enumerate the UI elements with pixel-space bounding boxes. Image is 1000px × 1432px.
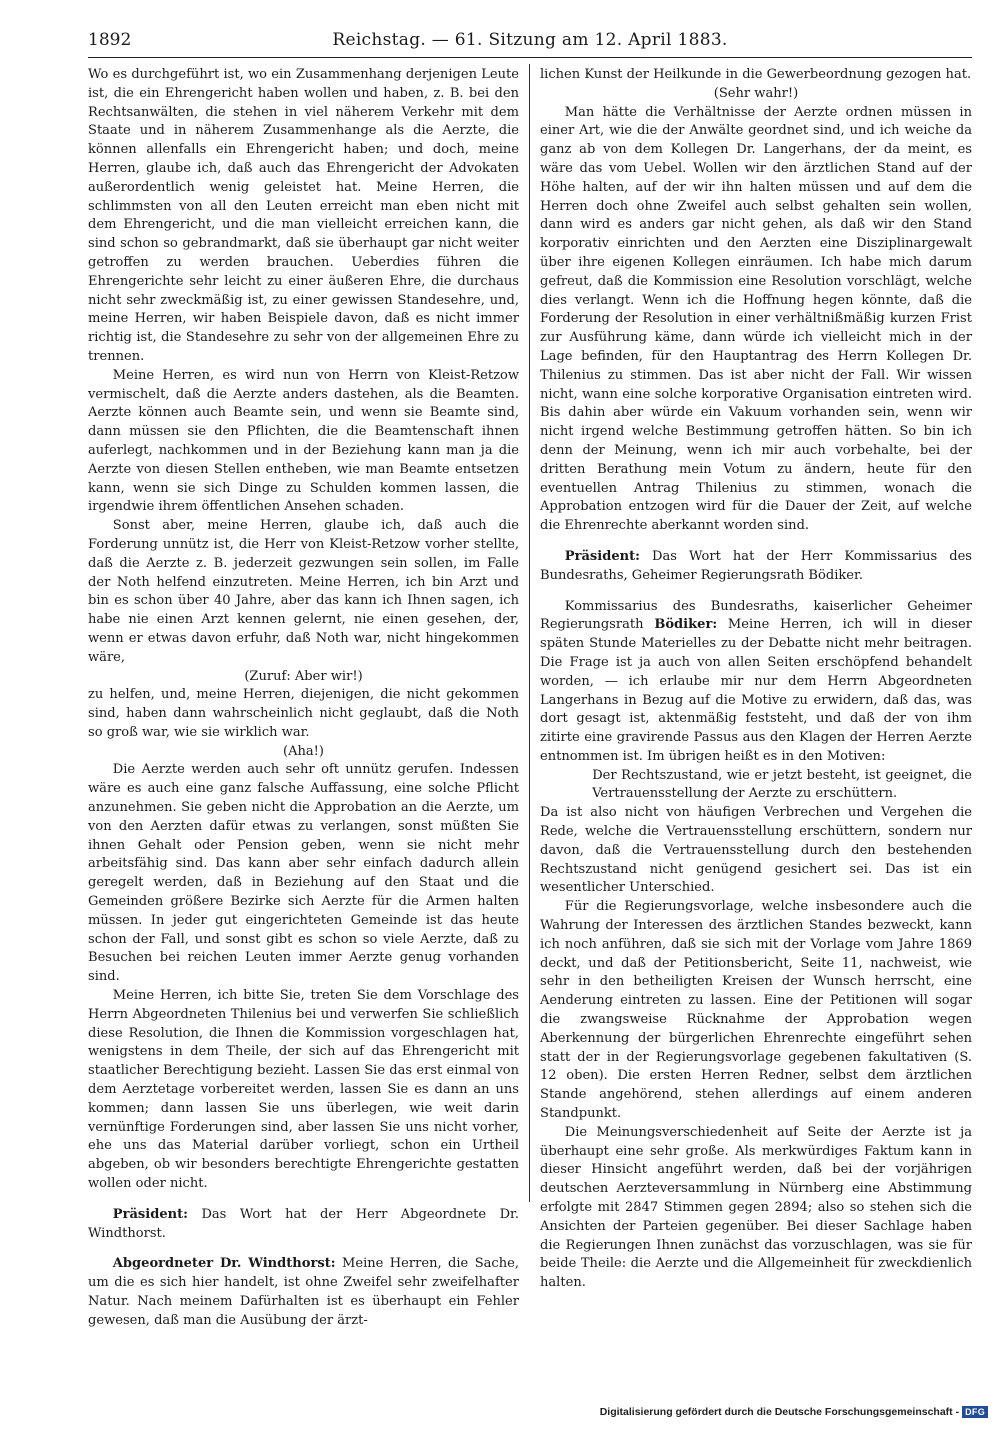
president-statement	[540, 548, 972, 586]
paragraph: Da ist also nicht von häufigen Verbrechen und Vergehen die Rede, welche die Vertrauensstellung erschüttern, sondern nur davon, daß die Vertrauensstellung durch den bestehenden Rechtszustand nicht genügend gesichert sei. Das ist ein wesentlicher Unterschied.	[540, 805, 972, 896]
page-number: 1892	[88, 30, 132, 50]
interjection: (Sehr wahr!)	[713, 85, 799, 101]
digitization-footer	[600, 1404, 988, 1420]
paragraph: Für die Regierungsvorlage, welche insbesondere auch die Wahrung der Interessen des ärztlichen Standes bezweckt, kann ich noch anführen, daß sie sich mit der Vorlage vom Jahre 1869 deckt, und daß der Petitionsbericht, Seite 11, nachweist, wie sehr in den betheiligten Kreisen der Wunsch herrscht, eine Aenderung eintreten zu lassen. Eine der Petitionen will sogar die zwangsweise Rücknahme der Approbation wegen Aberkennung der bürgerlichen Ehrenrechte eingeführt sehen statt der in der Regierungsvorlage gegebenen fakultativen (S. 12 oben). Die ersten Herren Redner, selbst dem ärztlichen Stande angehörend, stehen allerdings auf einem anderen Standpunkt.	[540, 899, 972, 1122]
footer-text: Digitalisierung gefördert durch die Deutsche Forschungsgemeinschaft -	[599, 1406, 960, 1418]
speaker-intro: Kommissarius des Bundesraths, kaiserlicher Geheimer Regierungsrath	[540, 598, 972, 633]
interjection: (Aha!)	[282, 743, 325, 759]
interjection: (Zuruf: Aber wir!)	[244, 668, 363, 684]
paragraph: Sonst aber, meine Herren, glaube ich, daß auch die Forderung unnütz ist, die Herr von Kleist-Retzow vorher stellte, daß die Aerzte z. B. jederzeit gezwungen sein sollen, im Falle der Noth helfend einzutreten. Meine Herren, ich bin Arzt und bin es schon über 40 Jahre, aber das kann ich Ihnen sagen, ich habe nie einen Arzt kennen gelernt, nie einen gesehen, der, wenn er etwas davon erfuhr, daß Noth war, nicht hingekommen wäre,	[88, 518, 519, 665]
right-column	[540, 66, 972, 1293]
speech-text: Meine Herren, ich will in dieser späten Stunde Materielles zu der Debatte nicht mehr beitragen. Die Frage ist ja auch von allen Seiten erschöpfend behandelt worden, — ich erlaube mir nur dem Herrn Abgeordneten Langerhans in Bezug auf die Motive zu erwidern, daß das, was dort gesagt ist, aktenmäßig feststeht, und daß der von ihm zitirte eine gravirende Passus aus den Klagen der Herren Aerzte entnommen ist. Im übrigen heißt es in den Motiven:	[540, 617, 972, 764]
paragraph: Die Aerzte werden auch sehr oft unnütz gerufen. Indessen wäre es auch eine ganz falsche Auffassung, eine solche Pflicht anzunehmen. Sie geben nicht die Approbation an die Aerzte, um von den Aerzten dafür etwas zu verlangen, sonst müßten Sie ihnen Gehalt oder Pension geben, wenn sie nicht mehr arbeitsfähig sind. Das kann aber sehr einfach dadurch allein geregelt werden, daß in Beziehung auf den Staat und die Gemeinden größere Bezirke sich Aerzte für die Armen halten müssen. In jeder gut eingerichteten Gemeinde ist das heute schon der Fall, und sonst gibt es schon so viele Aerzte, daß zu Besuchen bei reichen Leuten immer Aerzte genug vorhanden sind.	[88, 762, 519, 985]
president-statement	[88, 1206, 519, 1244]
left-column	[88, 66, 519, 1331]
paragraph: lichen Kunst der Heilkunde in die Gewerbeordnung gezogen hat.	[540, 67, 972, 82]
paragraph: zu helfen, und, meine Herren, diejenigen, die nicht gekommen sind, haben dann wahrscheinlich nicht geglaubt, daß die Noth so groß war, wie sie wirklich war.	[88, 687, 519, 740]
speech-text: Meine Herren, die Sache, um die es sich hier handelt, ist ohne Zweifel sehr zweifelhafter Natur. Nach meinem Dafürhalten ist es überhaupt ein Fehler gewesen, daß man die Ausübung der ärzt-	[88, 1256, 519, 1328]
statement-text: Das Wort hat der Herr Abgeordnete Dr. Windthorst.	[88, 1206, 519, 1241]
statement-text: Das Wort hat der Herr Kommissarius des Bundesraths, Geheimer Regierungsrath Bödiker.	[540, 548, 972, 583]
speaker-label: Abgeordneter Dr. Windthorst:	[112, 1256, 336, 1272]
running-title: Reichstag. — 61. Sitzung am 12. April 1883.	[332, 30, 728, 50]
paragraph: Die Meinungsverschiedenheit auf Seite der Aerzte ist ja überhaupt eine sehr große. Als merkwürdiges Faktum kann in dieser Hinsicht angeführt werden, daß bei der vorjährigen deutschen Aerzteversammlung in Nürnberg eine Abstimmung erfolgte mit 2847 Stimmen gegen 2894; also so stehen sich die Ansichten der Parteien gegenüber. Bei dieser Sachlage haben die Regierungen Ihnen zunächst das vorzuschlagen, was sie für beide Theile: die Aerzte und die Allgemeinheit für zweckdienlich halten.	[540, 1124, 972, 1291]
page-header	[88, 30, 972, 56]
dfg-logo: DFG	[962, 1406, 988, 1418]
header-rule	[88, 57, 972, 58]
speaker-label: Präsident:	[112, 1206, 188, 1222]
speaker-label: Bödiker:	[654, 617, 718, 633]
quotation: Der Rechtszustand, wie er jetzt besteht, ist geeignet, die Vertrauensstellung der Aerzte zu erschüttern.	[592, 767, 972, 802]
paragraph: Man hätte die Verhältnisse der Aerzte ordnen müssen in einer Art, wie die der Anwälte geordnet sind, und ich weiche da ganz ab von dem Kollegen Dr. Langerhans, der da meint, es wäre das vom Uebel. Wollen wir den ärztlichen Stand auf der Höhe halten, auf der wir ihn halten müssen und auf dem die Herren doch ohne Zweifel auch selbst gehalten sein wollen, dann wird es anders gar nicht gehen, als daß wir den Stand korporativ einrichten und den Aerzten eine Disziplinargewalt über ihre eigenen Kollegen einräumen. Ich habe mich darum gefreut, daß die Kommission eine Resolution vorschlägt, welche dies verlangt. Wenn ich die Hoffnung hegen könnte, daß die Forderung der Resolution in einer verhältnißmäßig kurzen Frist zur Ausführung käme, dann würde ich vielleicht mich in der Lage befinden, für den Hauptantrag des Herrn Kollegen Dr. Thilenius zu stimmen. Das ist aber nicht der Fall. Wir wissen nicht, wann eine solche korporative Organisation eintreten wird. Bis dahin aber würde ein Vakuum vorhanden sein, wenn wir nicht irgend welche Bestimmung getroffen hätten. So bin ich denn der Meinung, wenn ich mir auch vorbehalte, bei der dritten Berathung mein Votum zu ändern, heute für den eventuellen Antrag Thilenius zu stimmen, wonach die Approbation entzogen wird für die Dauer der Zeit, auf welche die Ehrenrechte aberkannt worden sind.	[540, 104, 972, 534]
speaker-label: Präsident:	[564, 548, 640, 564]
column-divider	[529, 64, 530, 1202]
paragraph: Wo es durchgeführt ist, wo ein Zusammenhang derjenigen Leute ist, die ein Ehrengericht haben wollen und haben, z. B. bei den Rechtsanwälten, die stehen in viel näherem Verkehr mit dem Staate und in näherem Zusammenhange als die Aerzte, die können allenfalls ein Ehrengericht haben; und doch, meine Herren, glaube ich, daß auch das Ehrengericht der Advokaten außerordentlich wenig geleistet hat. Meine Herren, die schlimmsten von all den Leuten erreicht man eben nicht mit dem Ehrengericht, und die man vielleicht erreichen kann, die sind schon so gebrandmarkt, daß sie überhaupt gar nicht weiter getroffen zu werden brauchen. Ueberdies führen die Ehrengerichte sehr leicht zu einer äußeren Ehre, die durchaus nicht sehr zweckmäßig ist, zu einer gewissen Standesehre, und, meine Herren, wir haben Beispiele davon, daß es nicht immer richtig ist, die Standesehre zu sehr von der allgemeinen Ehre zu trennen.	[88, 67, 519, 364]
speech-windthorst	[88, 1255, 519, 1330]
paragraph: Meine Herren, ich bitte Sie, treten Sie dem Vorschlage des Herrn Abgeordneten Thilenius bei und verwerfen Sie schließlich diese Resolution, die Ihnen die Kommission vorgeschlagen hat, wenigstens in dem Theile, der sich auf das Ehrengericht mit staatlicher Berechtigung bezieht. Lassen Sie das erst einmal von dem Aerztetage vorbereitet werden, lassen Sie es dann an uns kommen; dann lassen Sie uns überlegen, wie weit darin vernünftige Forderungen sind, aber lassen Sie uns nicht vorher, ehe uns das Material darüber vorliegt, schon ein Urtheil abgeben, ob wir besonders berechtigte Ehrengerichte gestatten wollen oder nicht.	[88, 988, 519, 1192]
paragraph: Meine Herren, es wird nun von Herrn von Kleist-Retzow vermischelt, daß die Aerzte anders dastehen, als die Beamten. Aerzte können auch Beamte sein, und wenn sie Beamte sind, dann müssen sie den Pflichten, die die Beamtenschaft ihnen auferlegt, nachkommen und in der Beziehung kann man ja die Aerzte von diesen Stellen entheben, wie man Beamte entsetzen kann, wenn sie sich Dinge zu Schulden kommen lassen, die irgendwie ihrem öffentlichen Ansehen schaden.	[88, 367, 519, 515]
speech-boediker	[540, 598, 972, 767]
